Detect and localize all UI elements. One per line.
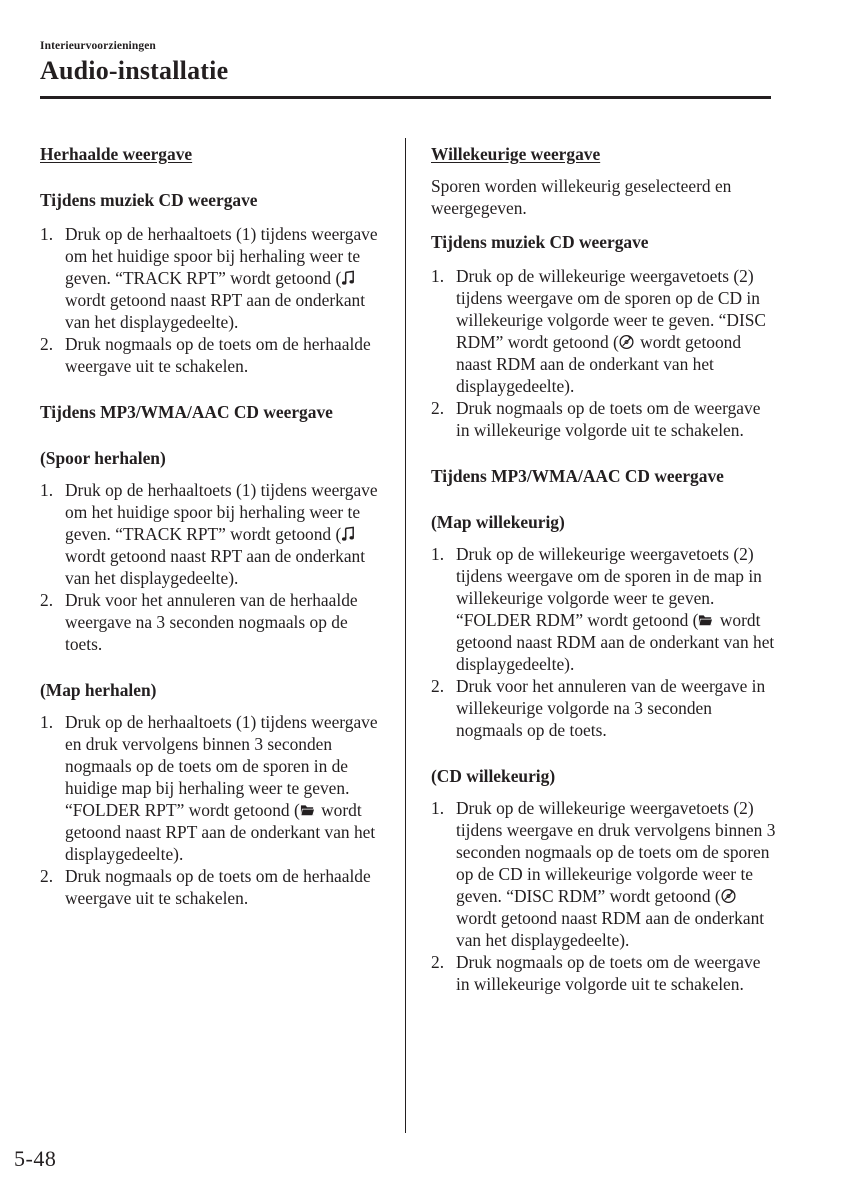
step-number: 1. [431, 266, 445, 286]
left-column [40, 140, 385, 909]
step-text: Druk nogmaals op de toets om de weergave in willekeurige volgorde uit te schakelen. [456, 952, 761, 994]
list-item [40, 711, 385, 865]
step-text: wordt getoond naast RPT aan de onderkant van het displaygedeelte). [65, 546, 366, 588]
step-text: Druk nogmaals op de toets om de herhaalde weergave uit te schakelen. [65, 866, 371, 908]
page-title: Audio-installatie [40, 56, 229, 85]
list-item [431, 797, 776, 951]
step-text: Druk voor het annuleren van de herhaalde weergave na 3 seconden nogmaals op de toets. [65, 590, 358, 654]
right-column [431, 140, 776, 995]
step-text: Druk voor het annuleren van de weergave in willekeurige volgorde na 3 seconden nogmaals op de toets. [456, 676, 766, 740]
step-text: Druk op de willekeurige weergavetoets (2) tijdens weergave om de sporen op de CD in willekeurige volgorde weer te geven. “DISC RDM” wordt getoond ( [456, 266, 767, 352]
list-item [431, 951, 776, 995]
step-text: Druk op de willekeurige weergavetoets (2) tijdens weergave om de sporen in de map in willekeurige volgorde weer te geven. “FOLDER RDM” wordt getoond ( [456, 544, 762, 630]
random-intro: Sporen worden willekeurig geselecteerd en weergegeven. [431, 176, 732, 218]
list-item [431, 265, 776, 397]
step-number: 2. [40, 334, 54, 354]
folder-repeat-steps [40, 711, 385, 909]
step-text: Druk op de herhaaltoets (1) tijdens weergave en druk vervolgens binnen 3 seconden nogmaals op de toets om de sporen in de huidige map bij herhaling weer te geven. “FOLDER RPT” wordt getoond ( [65, 712, 378, 820]
step-number: 2. [40, 590, 54, 610]
folder-repeat-subheading: (Map herhalen) [40, 680, 157, 700]
column-divider [405, 138, 406, 1133]
step-number: 2. [431, 676, 445, 696]
music-cd-subheading: Tijdens muziek CD weergave [40, 190, 258, 210]
list-item [40, 223, 385, 333]
step-number: 2. [431, 398, 445, 418]
step-text: wordt getoond naast RDM aan de onderkant van het displaygedeelte). [456, 610, 775, 674]
step-number: 2. [40, 866, 54, 886]
step-text: wordt getoond naast RPT aan de onderkant van het displaygedeelte). [65, 290, 366, 332]
folder-random-steps [431, 543, 776, 741]
track-repeat-steps [40, 479, 385, 655]
page-number: 5-48 [14, 1146, 57, 1171]
section-label: Interieurvoorzieningen [40, 40, 156, 52]
music-cd-random-steps [431, 265, 776, 441]
step-number: 2. [431, 952, 445, 972]
mp3-subheading: Tijdens MP3/WMA/AAC CD weergave [40, 402, 333, 422]
music-note-icon [341, 270, 356, 286]
random-playback-heading: Willekeurige weergave [431, 144, 601, 164]
folder-random-subheading: (Map willekeurig) [431, 512, 565, 532]
step-number: 1. [431, 798, 445, 818]
step-text: wordt getoond naast RPT aan de onderkant van het displaygedeelte). [65, 800, 376, 864]
folder-icon [300, 802, 315, 818]
step-number: 1. [40, 224, 54, 244]
step-text: wordt getoond naast RDM aan de onderkant van het displaygedeelte). [456, 332, 742, 396]
list-item [40, 333, 385, 377]
list-item [40, 479, 385, 589]
track-repeat-subheading: (Spoor herhalen) [40, 448, 166, 468]
folder-icon [698, 612, 713, 628]
step-text: Druk op de herhaaltoets (1) tijdens weergave om het huidige spoor bij herhaling weer te geven. “TRACK RPT” wordt getoond ( [65, 480, 378, 544]
music-cd-repeat-steps [40, 223, 385, 377]
list-item [40, 589, 385, 655]
step-text: Druk nogmaals op de toets om de herhaalde weergave uit te schakelen. [65, 334, 371, 376]
step-text: Druk op de herhaaltoets (1) tijdens weergave om het huidige spoor bij herhaling weer te geven. “TRACK RPT” wordt getoond ( [65, 224, 378, 288]
step-number: 1. [40, 712, 54, 732]
music-note-icon [341, 526, 356, 542]
list-item [40, 865, 385, 909]
music-cd-subheading: Tijdens muziek CD weergave [431, 232, 649, 252]
step-number: 1. [431, 544, 445, 564]
step-text: wordt getoond naast RDM aan de onderkant van het displaygedeelte). [456, 908, 765, 950]
step-number: 1. [40, 480, 54, 500]
cd-random-subheading: (CD willekeurig) [431, 766, 556, 786]
list-item [431, 397, 776, 441]
list-item [431, 675, 776, 741]
disc-icon [619, 334, 634, 350]
step-text: Druk op de willekeurige weergavetoets (2) tijdens weergave en druk vervolgens binnen 3 seconden nogmaals op de toets om de sporen op de CD in willekeurige volgorde weer te geven. “DISC RDM” wordt getoond ( [456, 798, 776, 906]
repeat-playback-heading: Herhaalde weergave [40, 144, 193, 164]
disc-icon [721, 888, 736, 904]
header-rule [40, 96, 771, 99]
mp3-subheading: Tijdens MP3/WMA/AAC CD weergave [431, 466, 724, 486]
step-text: Druk nogmaals op de toets om de weergave in willekeurige volgorde uit te schakelen. [456, 398, 761, 440]
cd-random-steps [431, 797, 776, 995]
list-item [431, 543, 776, 675]
